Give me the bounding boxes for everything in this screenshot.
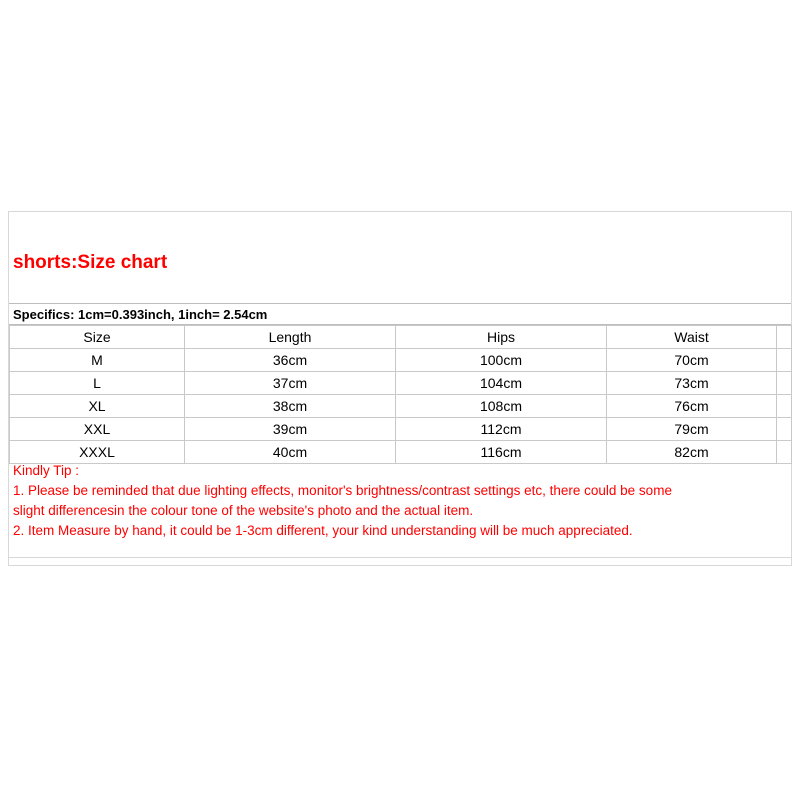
cell-size: L <box>10 372 185 395</box>
table-row <box>10 349 792 372</box>
tip-one-line-b: slight differencesin the colour tone of the website's photo and the actual item. <box>13 503 474 518</box>
cell-size: M <box>10 349 185 372</box>
cell-waist: 76cm <box>607 395 777 418</box>
table-row <box>10 372 792 395</box>
column-header-spacer <box>777 326 792 349</box>
cell-hips: 108cm <box>396 395 607 418</box>
cell-spacer <box>777 372 792 395</box>
table-row <box>10 418 792 441</box>
tip-heading: Kindly Tip : <box>13 463 80 478</box>
tip-one-line-a: 1. Please be reminded that due lighting effects, monitor's brightness/contrast settings etc, there could be some <box>13 483 672 498</box>
specifics-row <box>9 303 791 325</box>
cell-spacer <box>777 395 792 418</box>
column-header-waist: Waist <box>607 326 777 349</box>
kindly-tip-block <box>9 459 791 541</box>
page-title: shorts:Size chart <box>13 252 168 273</box>
cell-waist: 70cm <box>607 349 777 372</box>
cell-hips: 100cm <box>396 349 607 372</box>
cell-length: 38cm <box>185 395 396 418</box>
bottom-divider <box>9 557 791 558</box>
cell-length: 40cm <box>185 441 396 464</box>
cell-length: 39cm <box>185 418 396 441</box>
cell-hips: 104cm <box>396 372 607 395</box>
cell-length: 37cm <box>185 372 396 395</box>
cell-waist: 73cm <box>607 372 777 395</box>
cell-spacer <box>777 418 792 441</box>
size-chart-card <box>8 211 792 566</box>
column-header-hips: Hips <box>396 326 607 349</box>
cell-waist: 82cm <box>607 441 777 464</box>
cell-size: XXXL <box>10 441 185 464</box>
specifics-text: Specifics: 1cm=0.393inch, 1inch= 2.54cm <box>13 307 268 322</box>
column-header-length: Length <box>185 326 396 349</box>
cell-size: XXL <box>10 418 185 441</box>
cell-length: 36cm <box>185 349 396 372</box>
cell-waist: 79cm <box>607 418 777 441</box>
cell-hips: 112cm <box>396 418 607 441</box>
table-row <box>10 395 792 418</box>
size-chart-inner <box>9 212 791 565</box>
cell-hips: 116cm <box>396 441 607 464</box>
cell-spacer <box>777 349 792 372</box>
table-header-row <box>10 326 792 349</box>
column-header-size: Size <box>10 326 185 349</box>
cell-size: XL <box>10 395 185 418</box>
tip-two: 2. Item Measure by hand, it could be 1-3cm different, your kind understanding will be much appreciated. <box>13 523 633 538</box>
size-chart-table <box>9 325 792 464</box>
